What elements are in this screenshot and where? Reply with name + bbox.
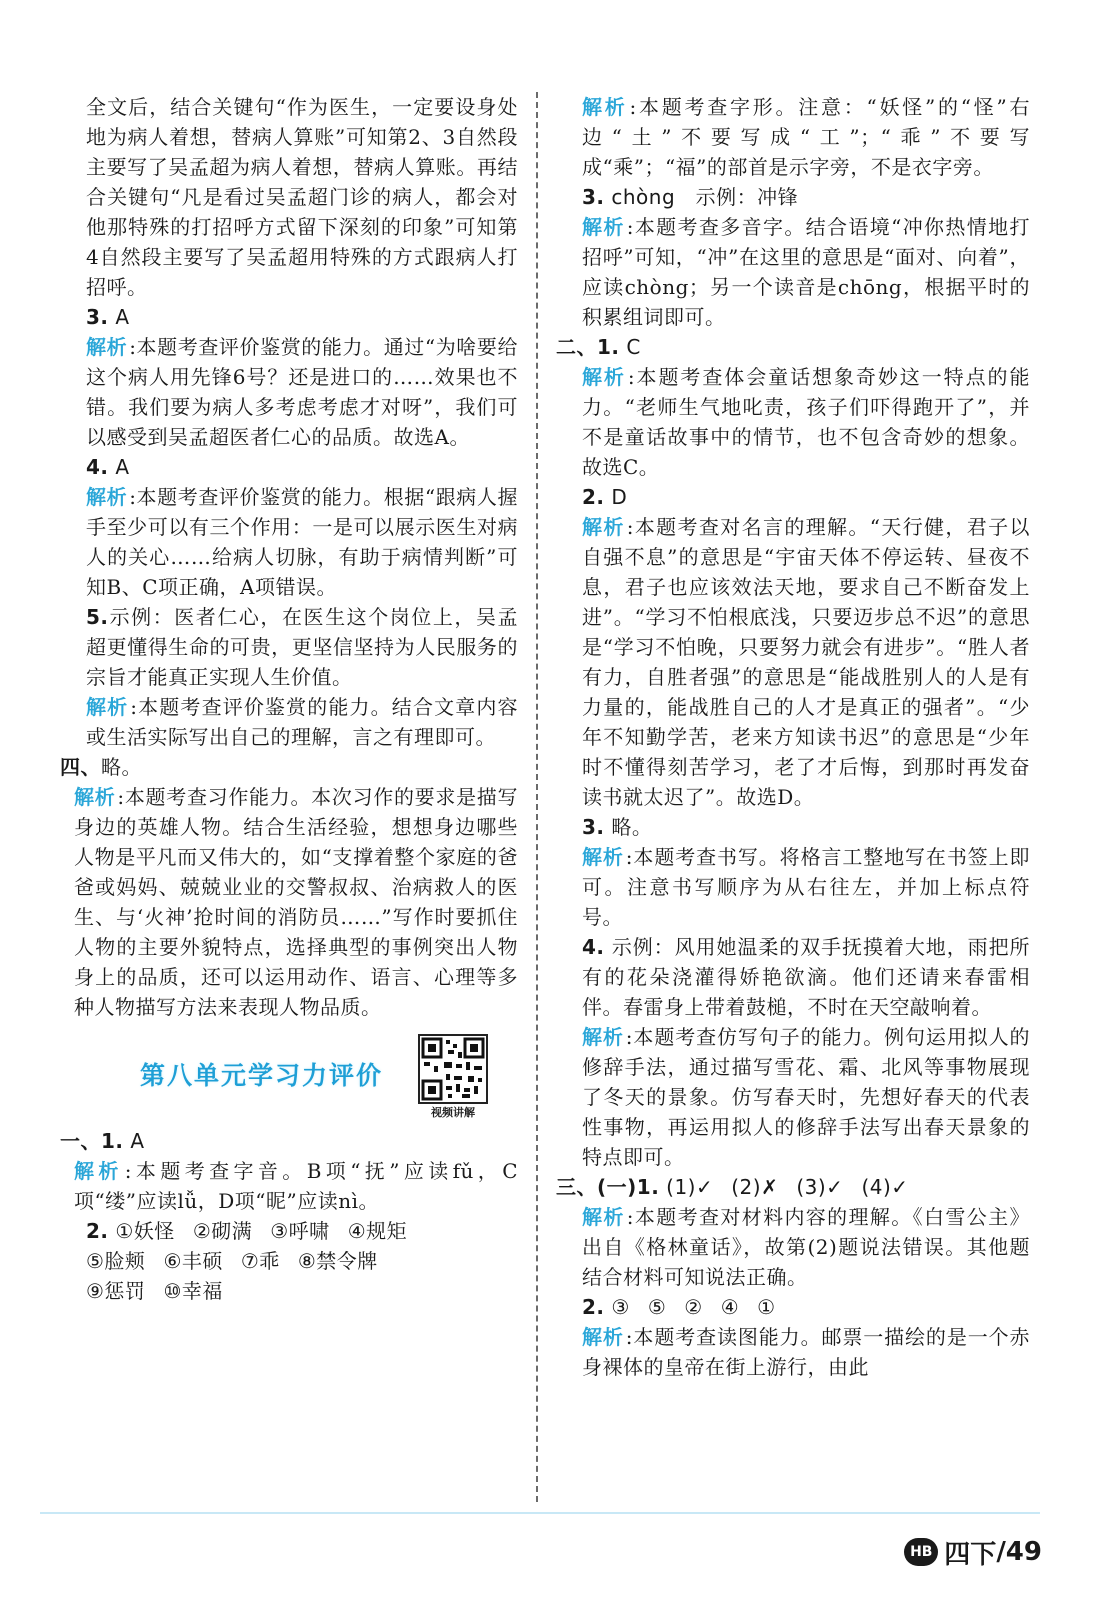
question-3 xyxy=(582,182,1030,212)
question-number: 4. xyxy=(86,455,109,479)
section-label: 三、(一) xyxy=(556,1175,637,1199)
explanation-text: :本题考查习作能力。本次习作的要求是描写身边的英雄人物。结合生活经验，想想身边哪些人物是平凡而又伟大的，如“支撑着整个家庭的爸爸或妈妈、兢兢业业的交警叔叔、治病救人的医生、与‘火神’抢时间的消防员……”写作时要抓住人物的主要外貌特点，选择典型的事例突出人物身上的品质，还可以运用动作、语言、心理等多种人物描写方法来表现人物品质。 xyxy=(74,785,518,1019)
analysis-tag: 解析 xyxy=(74,785,116,809)
word-answer: ④规矩 xyxy=(347,1219,408,1243)
explanation xyxy=(582,512,1030,812)
order-answer: ③ xyxy=(611,1295,630,1319)
explanation-text: :本题考查评价鉴赏的能力。通过“为啥要给这个病人用先锋6号？还是进口的……效果也不错。我们要为病人多考虑考虑才对呀”，我们可以感受到吴孟超医者仁心的品质。故选A。 xyxy=(86,335,519,449)
answer: A xyxy=(130,1129,145,1153)
explanation xyxy=(582,362,1030,482)
section-2-question-3 xyxy=(582,812,1030,842)
edition-badge: HB xyxy=(904,1538,938,1566)
question-number: 2. xyxy=(582,1295,605,1319)
word-answer: ⑥丰硕 xyxy=(163,1249,223,1273)
analysis-tag: 解析 xyxy=(582,365,626,389)
column-divider xyxy=(536,92,538,1502)
explanation xyxy=(582,1022,1030,1172)
order-answer: ⑤ xyxy=(647,1295,667,1319)
question-number: 3. xyxy=(582,185,605,209)
explanation xyxy=(582,842,1030,932)
explanation-text: :本题考查对材料内容的理解。《白雪公主》出自《格林童话》，故第(2)题说法错误。其他题结合材料可知说法正确。 xyxy=(582,1205,1030,1289)
explanation xyxy=(582,1202,1030,1292)
explanation xyxy=(60,692,518,752)
analysis-tag: 解析 xyxy=(582,515,625,539)
word-answer: ③呼啸 xyxy=(270,1219,330,1243)
section-2-question-4 xyxy=(582,932,1030,1022)
explanation-text: :本题考查评价鉴赏的能力。根据“跟病人握手至少可以有三个作用：一是可以展示医生对病人的关心……给病人切脉，有助于病情判断”可知B、C项正确，A项错误。 xyxy=(86,485,519,599)
explanation-text: :本题考查读图能力。邮票一描绘的是一个赤身裸体的皇帝在街上游行，由此 xyxy=(582,1325,1030,1379)
paragraph: 全文后，结合关键句“作为医生，一定要设身处地为病人着想，替病人算账”可知第2、3自然段主要写了吴孟超为病人着想，替病人算账。再结合关键句“凡是看过吴孟超门诊的病人，都会对他那特殊的打招呼方式留下深刻的印象”可知第4自然段主要写了吴孟超用特殊的方式跟病人打招呼。 xyxy=(86,95,518,299)
question-number: 3. xyxy=(582,815,605,839)
question-number: 2. xyxy=(582,485,605,509)
answer: A xyxy=(115,455,130,479)
analysis-tag: 解析 xyxy=(74,1159,123,1183)
analysis-tag: 解析 xyxy=(86,485,128,509)
explanation-text: :本题考查字形。注意：“妖怪”的“怪”右边“土”不要写成“工”；“乖”不要写成“乘”；“福”的部首是示字旁，不是衣字旁。 xyxy=(582,95,1031,179)
question-3 xyxy=(60,302,518,332)
section-1-question-1 xyxy=(60,1126,518,1156)
analysis-tag: 解析 xyxy=(582,845,624,869)
question-number: 3. xyxy=(86,305,109,329)
question-number: 1. xyxy=(101,1129,124,1153)
question-number: 1. xyxy=(636,1175,660,1199)
explanation-text: :本题考查评价鉴赏的能力。结合文章内容或生活实际写出自己的理解，言之有理即可。 xyxy=(86,695,518,749)
section-label: 一、 xyxy=(60,1129,101,1153)
qr-caption: 视频讲解 xyxy=(431,1106,475,1119)
explanation-text: :本题考查书写。将格言工整地写在书签上即可。注意书写顺序为从右往左，并加上标点符号。 xyxy=(582,845,1030,929)
page-footer xyxy=(904,1532,1042,1572)
word-answer: ⑩幸福 xyxy=(163,1279,223,1303)
answer: D xyxy=(611,485,628,509)
section-label: 二、 xyxy=(556,335,597,359)
answer: 略。 xyxy=(611,815,653,839)
judgement-answer: (3)✓ xyxy=(796,1175,844,1199)
explanation xyxy=(582,92,1030,182)
page-number: /49 xyxy=(996,1537,1042,1567)
word-answer: ⑨惩罚 xyxy=(86,1279,146,1303)
explanation-text: :本题考查体会童话想象奇妙这一特点的能力。“老师生气地叱责，孩子们吓得跑开了”，并不是童话故事中的情节，也不包含奇妙的想象。故选C。 xyxy=(582,365,1030,479)
order-answer: ④ xyxy=(720,1295,740,1319)
explanation-text: :本题考查仿写句子的能力。例句运用拟人的修辞手法，通过描写雪花、霜、北风等事物展现了冬天的景象。仿写春天时，先想好春天的代表性事物，再运用拟人的修辞手法写出春天景象的特点即可。 xyxy=(582,1025,1030,1169)
footer-rule xyxy=(40,1512,1040,1514)
answer: C xyxy=(626,335,641,359)
qr-code-icon[interactable] xyxy=(418,1034,488,1104)
explanation xyxy=(60,782,518,1022)
section-1-question-2 xyxy=(60,1216,518,1246)
word-answer: ②砌满 xyxy=(192,1219,253,1243)
unit-header xyxy=(60,1030,518,1122)
explanation xyxy=(582,212,1030,332)
section-4 xyxy=(60,752,518,782)
question-number: 2. xyxy=(86,1219,109,1243)
explanation xyxy=(60,332,518,452)
word-answer: ⑧禁令牌 xyxy=(297,1249,378,1273)
answer: 示例：医者仁心，在医生这个岗位上，吴孟超更懂得生命的可贵，更坚信坚持为人民服务的宗旨才能真正实现人生价值。 xyxy=(86,605,518,689)
answer-line xyxy=(60,1276,518,1306)
analysis-tag: 解析 xyxy=(582,1025,624,1049)
judgement-answer: (4)✓ xyxy=(861,1175,909,1199)
answer: 略。 xyxy=(101,755,142,779)
explanation-text: :本题考查字音。B项“抚”应读fǔ，C项“缕”应读lǚ，D项“昵”应读nì。 xyxy=(74,1159,518,1213)
word-answer: ⑦乖 xyxy=(240,1249,280,1273)
answer: A xyxy=(115,305,130,329)
analysis-tag: 解析 xyxy=(582,215,625,239)
section-2-question-2 xyxy=(582,482,1030,512)
analysis-tag: 解析 xyxy=(582,1325,624,1349)
explanation xyxy=(60,482,518,602)
section-2-question-1 xyxy=(556,332,1030,362)
unit-title: 第八单元学习力评价 xyxy=(140,1061,384,1090)
analysis-tag: 解析 xyxy=(86,695,129,719)
answer: 示例：风用她温柔的双手抚摸着大地，雨把所有的花朵浇灌得娇艳欲滴。他们还请来春雷相伴。春雷身上带着鼓槌，不时在天空敲响着。 xyxy=(582,935,1031,1019)
left-column xyxy=(60,92,518,1306)
explanation xyxy=(582,1322,1030,1382)
analysis-tag: 解析 xyxy=(582,95,628,119)
question-number: 1. xyxy=(597,335,620,359)
analysis-tag: 解析 xyxy=(86,335,128,359)
word-answer: ①妖怪 xyxy=(115,1219,175,1243)
explanation xyxy=(60,1156,518,1216)
word-answer: ⑤脸颊 xyxy=(86,1249,146,1273)
section-3-question-1 xyxy=(556,1172,1030,1202)
analysis-tag: 解析 xyxy=(582,1205,625,1229)
judgement-answer: (2)✗ xyxy=(731,1175,779,1199)
answer-line xyxy=(60,1246,518,1276)
question-5 xyxy=(60,602,518,692)
question-4 xyxy=(60,452,518,482)
question-number: 5. xyxy=(86,605,109,629)
judgement-answer: (1)✓ xyxy=(666,1175,714,1199)
section-label: 四、 xyxy=(60,755,101,779)
explanation-text: :本题考查多音字。结合语境“冲你热情地打招呼”可知，“冲”在这里的意思是“面对、向着”，应读chòng；另一个读音是chōng，根据平时的积累组词即可。 xyxy=(582,215,1030,329)
answer: chòng 示例：冲锋 xyxy=(611,185,799,209)
right-column xyxy=(556,92,1031,1382)
section-3-question-2 xyxy=(582,1292,1030,1322)
explanation-text: :本题考查对名言的理解。“天行健，君子以自强不息”的意思是“宇宙天体不停运转、昼夜不息，君子也应该效法天地，要求自己不断奋发上进”。“学习不怕根底浅，只要迈步总不迟”的意思是“学习不怕晚，只要努力就会有进步”。“胜人者有力，自胜者强”的意思是“能战胜别人的人是有力量的，能战胜自己的人才是真正的强者”。“少年不知勤学苦，老来方知读书迟”的意思是“少年时不懂得刻苦学习，老了才后悔，到那时再发奋读书就太迟了”。故选D。 xyxy=(582,515,1030,809)
order-answer: ① xyxy=(757,1295,776,1319)
grade-label: 四下 xyxy=(944,1539,997,1570)
question-number: 4. xyxy=(582,935,605,959)
order-answer: ② xyxy=(684,1295,703,1319)
